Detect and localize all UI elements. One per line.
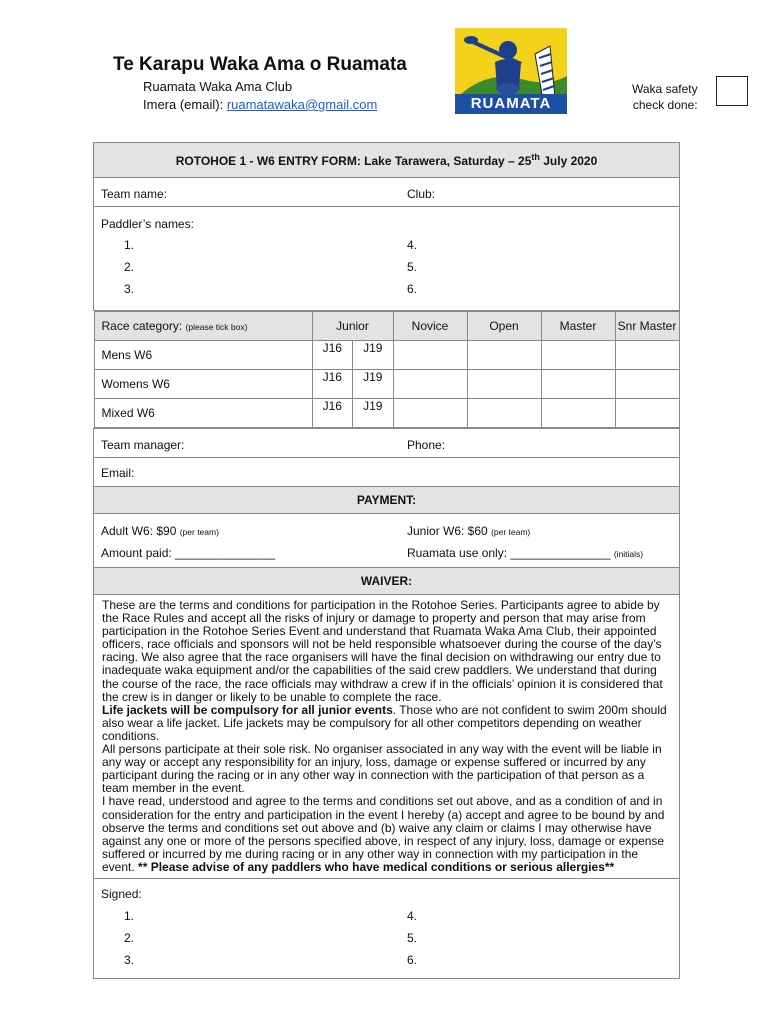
waiver-para-3: All persons participate at their sole risk. No organiser associated in any way with the event will be liable in any way or accept any responsibility for an injury, loss, damage or expense suffered or incurred by any participant during the racing or in any other way in connection with the participation of that person as a team member in the event.	[102, 742, 662, 796]
email-line	[143, 97, 377, 112]
club-label[interactable]: Club:	[407, 187, 436, 201]
col-junior: Junior	[312, 312, 393, 341]
signer-4[interactable]: 4.	[407, 908, 418, 923]
junior-fee-note: (per team)	[491, 527, 531, 537]
email-field-label[interactable]: Email:	[101, 466, 135, 480]
waiver-header: WAIVER:	[94, 568, 680, 595]
club-name: Ruamata Waka Ama Club	[143, 79, 293, 94]
org-title: Te Karapu Waka Ama o Ruamata	[113, 54, 407, 75]
form-title-sup: th	[531, 152, 540, 162]
paddler-5[interactable]: 5.	[407, 260, 418, 274]
manager-row	[94, 429, 680, 458]
waiver-text	[94, 595, 680, 879]
email-label: Imera (email):	[143, 97, 224, 112]
col-snr-master: Snr Master	[615, 312, 679, 341]
category-mixed: Mixed W6	[94, 399, 312, 428]
amount-paid-field[interactable]: Amount paid: _______________	[101, 546, 276, 560]
initials-note: (initials)	[613, 549, 644, 559]
signer-3[interactable]: 3.	[124, 952, 135, 967]
payment-header: PAYMENT:	[94, 487, 680, 514]
safety-line-1: Waka safety	[632, 82, 698, 96]
waiver-bold: Life jackets will be compulsory for all junior events	[102, 702, 393, 717]
tick-womens-master[interactable]	[541, 370, 615, 399]
tick-mens-j16[interactable]	[312, 341, 353, 370]
j16-label: J16	[322, 370, 342, 384]
category-row-mixed	[94, 399, 679, 428]
tick-box-note: (please tick box)	[185, 322, 248, 332]
j16-label: J16	[322, 341, 342, 355]
safety-line-2: check done:	[632, 98, 698, 112]
form-title	[94, 143, 680, 178]
tick-mixed-snr-master[interactable]	[615, 399, 679, 428]
tick-mixed-open[interactable]	[467, 399, 541, 428]
tick-womens-snr-master[interactable]	[615, 370, 679, 399]
race-category-table	[94, 311, 680, 428]
ruamata-logo	[455, 28, 567, 114]
category-row-mens	[94, 341, 679, 370]
paddler-3[interactable]: 3.	[124, 282, 135, 296]
tick-womens-open[interactable]	[467, 370, 541, 399]
category-womens: Womens W6	[94, 370, 312, 399]
paddler-2[interactable]: 2.	[124, 260, 135, 274]
junior-fee-text: Junior W6: $60	[407, 524, 488, 538]
paddler-1[interactable]: 1.	[124, 238, 135, 252]
form-title-end: July 2020	[539, 154, 598, 168]
signer-5[interactable]: 5.	[407, 930, 418, 945]
waiver-note: ** Please advise of any paddlers who have medical conditions or serious allergies**	[138, 859, 615, 874]
race-category-section	[94, 311, 680, 429]
tick-mixed-novice[interactable]	[393, 399, 467, 428]
tick-mens-master[interactable]	[541, 341, 615, 370]
phone-label[interactable]: Phone:	[407, 438, 446, 452]
race-category-label	[94, 312, 312, 341]
adult-fee-note: (per team)	[179, 527, 219, 537]
signed-section	[94, 878, 680, 978]
j16-label: J16	[322, 399, 342, 413]
tick-mixed-j19[interactable]	[353, 399, 394, 428]
col-open: Open	[467, 312, 541, 341]
form-title-main: ROTOHOE 1 - W6 ENTRY FORM: Lake Tarawera, Saturday – 25	[175, 154, 532, 168]
signer-6[interactable]: 6.	[407, 952, 418, 967]
adult-fee	[101, 524, 219, 538]
tick-mixed-master[interactable]	[541, 399, 615, 428]
tick-mens-snr-master[interactable]	[615, 341, 679, 370]
team-manager-label[interactable]: Team manager:	[101, 438, 185, 452]
team-name-label[interactable]: Team name:	[101, 187, 168, 201]
waiver-para-4: I have read, understood and agree to the terms and conditions set out above, and as a condition of and in consideration for the entry and participation in the event I hereby (a) accept and agree to be bound by and observe the terms and conditions set out above and (b) waive any claim or claims I may otherwise have against any one or more of the persons specified above, in respect of any injury, loss, damage or expense suffered or incurred by me during racing or in any other way in connection with my participation in the event.	[102, 794, 665, 874]
paddler-6[interactable]: 6.	[407, 282, 418, 296]
email-row	[94, 458, 680, 487]
j19-label: J19	[363, 370, 383, 384]
tick-womens-j16[interactable]	[312, 370, 353, 399]
email-link[interactable]: ruamatawaka@gmail.com	[226, 97, 378, 112]
category-mens: Mens W6	[94, 341, 312, 370]
tick-mens-novice[interactable]	[393, 341, 467, 370]
paddlers-label: Paddler’s names:	[101, 217, 194, 231]
col-novice: Novice	[393, 312, 467, 341]
waiver-para-2: . Those who are not confident to swim 200m should also wear a life jacket. Life jackets may be compulsory for all other competitors depending on weather conditions.	[102, 702, 667, 743]
logo-text: RUAMATA	[470, 95, 552, 112]
tick-womens-novice[interactable]	[393, 370, 467, 399]
j19-label: J19	[363, 341, 383, 355]
entry-form	[93, 142, 680, 979]
ruamata-use-text: Ruamata use only: _______________	[407, 546, 611, 560]
signed-label: Signed:	[101, 886, 142, 901]
tick-mixed-j16[interactable]	[312, 399, 353, 428]
signer-2[interactable]: 2.	[124, 930, 135, 945]
team-club-row	[94, 178, 680, 207]
safety-check-box[interactable]	[716, 76, 748, 106]
paddler-4[interactable]: 4.	[407, 238, 418, 252]
waiver-para-1: These are the terms and conditions for participation in the Rotohoe Series. Participants agree to abide by the Race Rules and accept all the risks of injury or damage to property and person that may arise from participation in the Rotohoe Series Event and understand that Ruamata Waka Ama Club, their appointed officers, race officials and sponsors will not be held responsible whatsoever during the course of the day’s racing. We also agree that the race organisers will have the final decision on withdrawing our entry due to inadequate waka equipment and/or the capabilities of the said crew paddlers. We understand that during the course of the race, the race officials may withdraw a crew if in the officials’ opinion it is considered that the crew is in danger or likely to be unable to complete the race.	[102, 598, 663, 704]
adult-fee-text: Adult W6: $90	[101, 524, 177, 538]
junior-fee	[407, 524, 530, 538]
safety-check-label	[632, 81, 698, 113]
signer-1[interactable]: 1.	[124, 908, 135, 923]
payment-section	[94, 514, 680, 568]
tick-mens-j19[interactable]	[353, 341, 394, 370]
paddlers-row	[94, 207, 680, 311]
j19-label: J19	[363, 399, 383, 413]
tick-mens-open[interactable]	[467, 341, 541, 370]
tick-womens-j19[interactable]	[353, 370, 394, 399]
col-master: Master	[541, 312, 615, 341]
category-row-womens	[94, 370, 679, 399]
race-category-text: Race category:	[101, 319, 183, 333]
ruamata-use-field[interactable]	[407, 546, 643, 560]
